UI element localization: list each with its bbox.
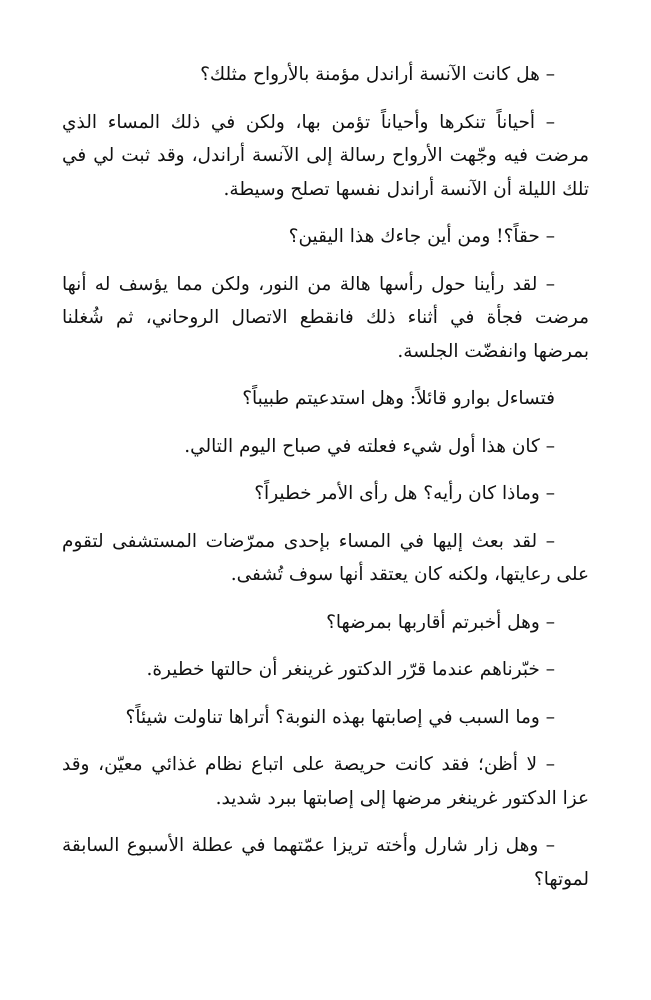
dialogue-line: – لقد بعث إليها في المساء بإحدى ممرّضات المستشفى لتقوم على رعايتها، ولكنه كان يعتقد أنها سوف تُشفى. <box>62 530 589 585</box>
dialogue-line: – لا أظن؛ فقد كانت حريصة على اتباع نظام غذائي معيّن، وقد عزا الدكتور غرينغر مرضها إلى إصابتها ببرد شديد. <box>62 754 589 809</box>
dialogue-line: – أحياناً تنكرها وأحياناً تؤمن بها، ولكن في ذلك المساء الذي مرضت فيه وجّهت الأرواح رسالة إلى الآنسة أراندل، وقد ثبت لي في تلك الليلة أن الآنسة أراندل نفسها تصلح وسيطة. <box>62 111 589 200</box>
dialogue-line: – وهل زار شارل وأخته تريزا عمّتهما في عطلة الأسبوع السابقة لموتها؟ <box>62 835 589 890</box>
dialogue-line: – حقاً؟! ومن أين جاءك هذا اليقين؟ <box>288 226 555 247</box>
dialogue-line: – وماذا كان رأيه؟ هل رأى الأمر خطيراً؟ <box>254 483 555 504</box>
dialogue-line: – خبّرناهم عندما قرّر الدكتور غرينغر أن حالتها خطيرة. <box>146 659 555 680</box>
dialogue-line: – وهل أخبرتم أقاربها بمرضها؟ <box>326 611 555 633</box>
dialogue-line: – كان هذا أول شيء فعلته في صباح اليوم التالي. <box>184 435 555 457</box>
narration-line: فتساءل بوارو قائلاً: وهل استدعيتم طبيباً؟ <box>242 388 555 409</box>
book-page <box>62 58 589 910</box>
dialogue-line: – هل كانت الآنسة أراندل مؤمنة بالأرواح مثلك؟ <box>200 64 555 85</box>
dialogue-line: – لقد رأينا حول رأسها هالة من النور، ولكن مما يؤسف له أنها مرضت فجأة في أثناء ذلك فانقطع الاتصال الروحاني، ثم شُغلنا بمرضها وانفضّت الجلسة. <box>62 273 589 362</box>
dialogue-line: – وما السبب في إصابتها بهذه النوبة؟ أتراها تناولت شيئاً؟ <box>125 706 555 728</box>
